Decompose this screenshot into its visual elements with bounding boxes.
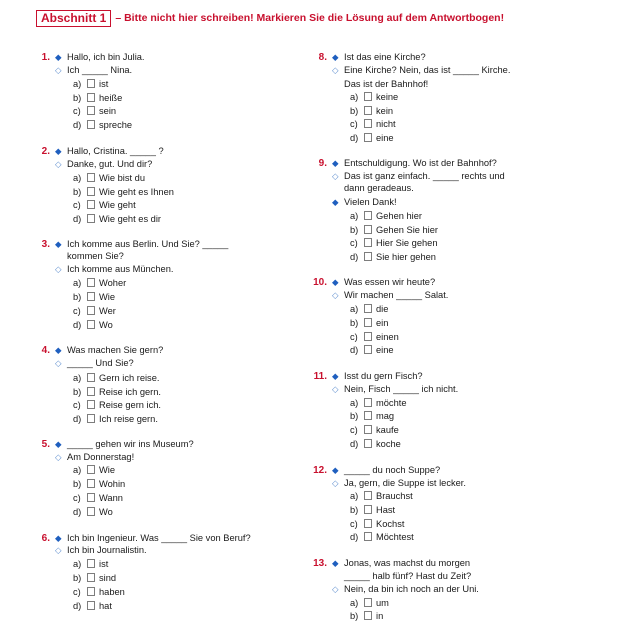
checkbox-icon[interactable] [364, 598, 372, 607]
option-d[interactable]: d) Wie geht es dir [73, 213, 162, 224]
option-b[interactable]: b) mag [350, 411, 395, 421]
option-c[interactable]: c) Wann [73, 493, 123, 503]
option-b[interactable]: b) heiße [73, 92, 123, 103]
speaker-a-diamond-icon: ◆ [332, 465, 339, 475]
speaker-a-diamond-icon: ◆ [55, 239, 62, 249]
checkbox-icon[interactable] [364, 505, 372, 514]
option-text: möchte [376, 398, 407, 408]
option-text: Wann [99, 493, 123, 503]
prompt-a: _____ du noch Suppe? [344, 465, 441, 475]
speaker-a-diamond-icon: ◆ [332, 158, 339, 168]
option-text: Wie bist du [99, 173, 145, 183]
option-text: um [376, 598, 389, 608]
prompt-b: Wir machen _____ Salat. [344, 290, 449, 300]
checkbox-icon[interactable] [87, 106, 95, 115]
option-text: spreche [99, 119, 133, 130]
speaker-a-diamond-icon: ◆ [55, 146, 62, 156]
option-c[interactable]: c) Kochst [350, 519, 405, 529]
option-text: Gern ich reise. [99, 373, 160, 383]
prompt-a: Was essen wir heute? [344, 277, 436, 287]
option-text: heiße [99, 92, 123, 103]
checkbox-icon[interactable] [87, 493, 95, 502]
checkbox-icon[interactable] [364, 398, 372, 407]
option-text: Wo [99, 320, 113, 330]
question-number: 13. [313, 558, 327, 569]
option-text: Wie geht [99, 200, 136, 210]
checkbox-icon[interactable] [87, 278, 95, 287]
option-c[interactable]: c) haben [73, 587, 125, 597]
option-b[interactable]: b) Wohin [73, 479, 126, 489]
speaker-a-diamond-icon: ◆ [55, 533, 62, 543]
prompt-b-continued: Das ist der Bahnhof! [344, 79, 429, 89]
option-a[interactable]: a) Gehen hier [350, 211, 422, 221]
checkbox-icon[interactable] [87, 79, 95, 88]
checkbox-icon[interactable] [87, 507, 95, 516]
option-a[interactable]: a) Brauchst [350, 491, 413, 501]
speaker-b-diamond-icon: ◇ [332, 65, 339, 75]
option-a[interactable]: a) keine [350, 92, 399, 102]
option-text: Wie [99, 465, 116, 475]
speaker-b-diamond-icon: ◇ [332, 584, 339, 594]
checkbox-icon[interactable] [87, 214, 95, 223]
option-text: sein [99, 106, 117, 116]
question-number: 3. [41, 239, 50, 250]
option-a[interactable]: a) möchte [350, 398, 407, 408]
question-number: 8. [318, 52, 327, 63]
option-d[interactable]: d) eine [350, 345, 394, 355]
option-c[interactable]: c) einen [350, 332, 399, 342]
option-a[interactable]: a) die [350, 304, 389, 314]
question-number: 4. [41, 345, 50, 356]
checkbox-icon[interactable] [87, 559, 95, 568]
speaker-b-diamond-icon: ◇ [332, 171, 339, 181]
option-text: Brauchst [376, 491, 413, 501]
checkbox-icon[interactable] [87, 465, 95, 474]
checkbox-icon[interactable] [364, 252, 372, 261]
prompt-b: Nein, da bin ich noch an der Uni. [344, 584, 479, 594]
option-b[interactable]: b) Gehen Sie hier [350, 225, 439, 235]
prompt-b: Nein, Fisch _____ ich nicht. [344, 384, 459, 394]
option-text: ist [99, 559, 109, 569]
prompt-a-continued: _____ halb fünf? Hast du Zeit? [344, 571, 472, 581]
option-text: keine [376, 92, 399, 102]
option-d[interactable]: d) hat [73, 601, 112, 611]
checkbox-icon[interactable] [87, 292, 95, 301]
checkbox-icon[interactable] [87, 306, 95, 315]
prompt-a: Jonas, was machst du morgen [344, 558, 471, 568]
speaker-a-diamond-icon: ◆ [55, 439, 62, 449]
checkbox-icon[interactable] [364, 133, 372, 142]
option-a[interactable]: a) Gern ich reise. [73, 373, 160, 383]
question-number: 11. [313, 371, 327, 382]
speaker-b-diamond-icon: ◇ [332, 384, 339, 394]
option-text: Wo [99, 507, 113, 517]
option-b[interactable]: b) sind [73, 573, 117, 583]
option-text: Ich reise gern. [99, 413, 158, 424]
checkbox-icon[interactable] [364, 332, 372, 341]
option-c[interactable]: c) kaufe [350, 425, 399, 435]
speaker-a-diamond-icon: ◆ [332, 277, 339, 287]
checkbox-icon[interactable] [364, 519, 372, 528]
prompt-b: Das ist ganz einfach. _____ rechts und [344, 171, 505, 181]
speaker-a-diamond-icon: ◆ [55, 52, 62, 62]
option-d[interactable]: d) Ich reise gern. [73, 413, 158, 424]
option-d[interactable]: d) Möchtest [350, 532, 414, 542]
option-text: Wie [99, 292, 116, 302]
option-a[interactable]: a) Woher [73, 278, 127, 288]
speaker-b-diamond-icon: ◇ [55, 452, 62, 462]
checkbox-icon[interactable] [364, 411, 372, 420]
option-text: Kochst [376, 519, 405, 529]
checkbox-icon[interactable] [87, 373, 95, 382]
speaker-b-diamond-icon: ◇ [332, 478, 339, 488]
option-text: Wie geht es Ihnen [99, 186, 174, 197]
prompt-b-continued: dann geradeaus. [344, 183, 414, 193]
checkbox-icon[interactable] [364, 611, 372, 620]
option-text: Wohin [99, 479, 126, 489]
speaker-a-diamond-icon: ◆ [55, 345, 62, 355]
prompt-a: Was machen Sie gern? [67, 345, 164, 355]
question-number: 9. [318, 158, 327, 169]
checkbox-icon[interactable] [364, 211, 372, 220]
option-text: Woher [99, 278, 127, 288]
option-text: Reise ich gern. [99, 386, 162, 397]
option-c[interactable]: c) Wie geht [73, 200, 136, 210]
prompt-b: _____ Und Sie? [67, 358, 134, 368]
option-b[interactable]: b) Wie geht es Ihnen [73, 186, 174, 197]
checkbox-icon[interactable] [364, 238, 372, 247]
option-text: eine [376, 345, 394, 355]
option-c[interactable]: c) Wer [73, 306, 116, 316]
option-text: Wer [99, 306, 116, 316]
prompt-a: _____ gehen wir ins Museum? [67, 439, 194, 449]
prompt-a: Hallo, ich bin Julia. [67, 52, 145, 62]
option-c[interactable]: c) sein [73, 106, 117, 116]
option-text: kaufe [376, 425, 399, 435]
speaker-a-diamond-icon: ◆ [332, 558, 339, 568]
checkbox-icon[interactable] [87, 120, 95, 129]
option-text: einen [376, 332, 399, 342]
checkbox-icon[interactable] [364, 119, 372, 128]
prompt-b: Ich _____ Nina. [67, 65, 133, 75]
question-number: 10. [313, 277, 327, 288]
option-text: sind [99, 573, 117, 583]
option-b[interactable]: b) Reise ich gern. [73, 386, 162, 397]
speaker-b-diamond-icon: ◇ [55, 65, 62, 75]
option-text: nicht [376, 119, 396, 129]
checkbox-icon[interactable] [87, 173, 95, 182]
speaker-b-diamond-icon: ◇ [55, 264, 62, 274]
question-number: 2. [41, 146, 50, 157]
option-a[interactable]: a) Wie [73, 465, 116, 475]
option-c[interactable]: c) nicht [350, 119, 396, 129]
option-text: eine [376, 133, 394, 143]
speaker-a-diamond-icon: ◆ [332, 371, 339, 381]
option-text: mag [376, 411, 395, 421]
checkbox-icon[interactable] [87, 387, 95, 396]
checkbox-icon[interactable] [87, 601, 95, 610]
checkbox-icon[interactable] [87, 479, 95, 488]
option-text: Sie hier gehen [376, 252, 436, 262]
option-text: koche [376, 439, 401, 449]
checkbox-icon[interactable] [364, 532, 372, 541]
option-d[interactable]: d) koche [350, 439, 401, 449]
option-d[interactable]: d) spreche [73, 119, 133, 130]
option-text: Wie geht es dir [99, 213, 162, 224]
speaker-b-diamond-icon: ◇ [332, 290, 339, 300]
question-number: 1. [41, 52, 50, 63]
option-b[interactable]: b) in [350, 611, 384, 621]
checkbox-icon[interactable] [364, 345, 372, 354]
option-b[interactable]: b) ein [350, 318, 389, 328]
prompt-a: Isst du gern Fisch? [344, 371, 423, 381]
option-text: Hier Sie gehen [376, 238, 438, 248]
speaker-a-diamond-icon: ◆ [332, 197, 339, 207]
option-text: Gehen Sie hier [376, 225, 439, 235]
checkbox-icon[interactable] [364, 92, 372, 101]
prompt-a: Ist das eine Kirche? [344, 52, 426, 62]
option-text: kein [376, 106, 394, 116]
checkbox-icon[interactable] [87, 187, 95, 196]
checkbox-icon[interactable] [87, 414, 95, 423]
option-c[interactable]: c) Reise gern ich. [73, 400, 162, 410]
speaker-b-diamond-icon: ◇ [55, 159, 62, 169]
prompt-b: Ja, gern, die Suppe ist lecker. [344, 478, 466, 488]
prompt-a: Entschuldigung. Wo ist der Bahnhof? [344, 158, 497, 168]
option-a[interactable]: a) Wie bist du [73, 173, 145, 183]
option-b[interactable]: b) Hast [350, 505, 396, 515]
option-text: hat [99, 601, 112, 611]
checkbox-icon[interactable] [364, 491, 372, 500]
option-b[interactable]: b) kein [350, 106, 394, 116]
prompt-a-reply: Vielen Dank! [344, 197, 397, 207]
option-a[interactable]: a) ist [73, 559, 109, 569]
option-d[interactable]: d) Sie hier gehen [350, 252, 436, 262]
prompt-b: Ich komme aus München. [67, 264, 174, 274]
section-label: Abschnitt 1 [36, 10, 111, 27]
question-number: 5. [41, 439, 50, 450]
option-text: ein [376, 318, 389, 328]
option-d[interactable]: d) eine [350, 133, 394, 143]
checkbox-icon[interactable] [87, 200, 95, 209]
prompt-b: Eine Kirche? Nein, das ist _____ Kirche. [344, 65, 511, 75]
prompt-a-continued: kommen Sie? [67, 251, 124, 261]
section-header [36, 9, 504, 27]
prompt-b: Ich bin Journalistin. [67, 545, 147, 555]
speaker-b-diamond-icon: ◇ [55, 358, 62, 368]
question-number: 12. [313, 465, 327, 476]
prompt-b: Am Donnerstag! [67, 452, 135, 462]
option-a[interactable]: a) um [350, 598, 389, 608]
prompt-a: Ich bin Ingenieur. Was _____ Sie von Beruf? [67, 533, 251, 543]
option-b[interactable]: b) Wie [73, 292, 116, 302]
option-d[interactable]: d) Wo [73, 320, 113, 330]
option-c[interactable]: c) Hier Sie gehen [350, 238, 438, 248]
prompt-a: Hallo, Cristina. _____ ? [67, 146, 164, 156]
instruction-note: – Bitte nicht hier schreiben! Markieren Sie die Lösung auf dem Antwortbogen! [115, 12, 505, 24]
checkbox-icon[interactable] [87, 587, 95, 596]
option-text: Reise gern ich. [99, 400, 162, 410]
checkbox-icon[interactable] [364, 318, 372, 327]
question-number: 6. [41, 533, 50, 544]
option-d[interactable]: d) Wo [73, 507, 113, 517]
prompt-a: Ich komme aus Berlin. Und Sie? _____ [67, 239, 229, 249]
option-text: haben [99, 587, 125, 597]
option-text: ist [99, 79, 109, 89]
option-text: in [376, 611, 384, 621]
checkbox-icon[interactable] [364, 106, 372, 115]
option-text: Möchtest [376, 532, 414, 542]
checkbox-icon[interactable] [87, 320, 95, 329]
option-text: Hast [376, 505, 396, 515]
checkbox-icon[interactable] [87, 93, 95, 102]
option-text: die [376, 304, 389, 314]
option-a[interactable]: a) ist [73, 79, 109, 89]
checkbox-icon[interactable] [87, 400, 95, 409]
checkbox-icon[interactable] [364, 425, 372, 434]
checkbox-icon[interactable] [364, 304, 372, 313]
prompt-b: Danke, gut. Und dir? [67, 159, 153, 169]
speaker-a-diamond-icon: ◆ [332, 52, 339, 62]
speaker-b-diamond-icon: ◇ [55, 545, 62, 555]
checkbox-icon[interactable] [364, 439, 372, 448]
checkbox-icon[interactable] [364, 225, 372, 234]
option-text: Gehen hier [376, 211, 422, 221]
checkbox-icon[interactable] [87, 573, 95, 582]
